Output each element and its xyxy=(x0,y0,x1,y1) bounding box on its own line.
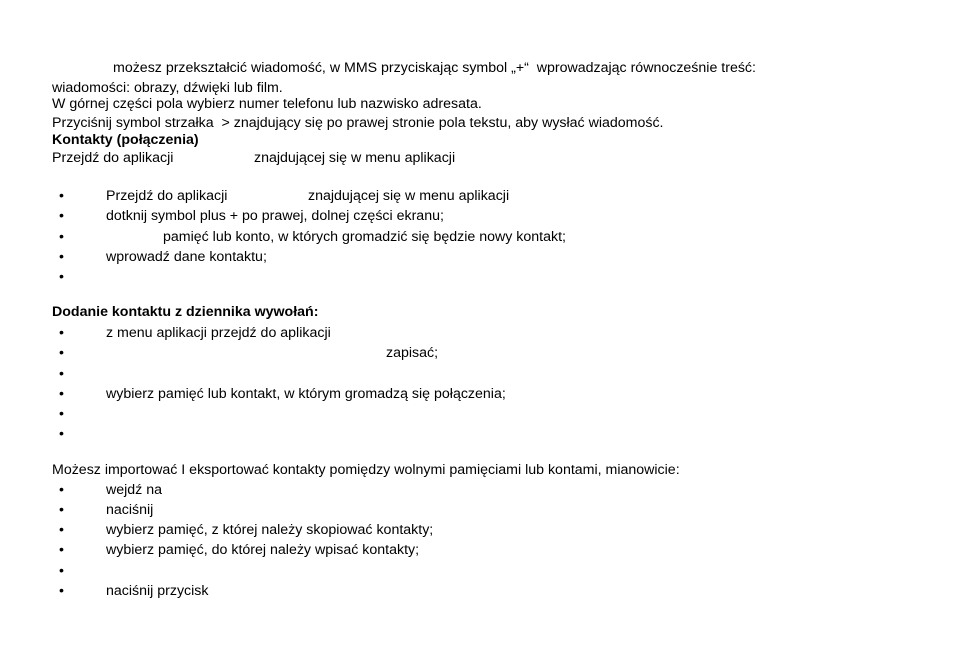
list-bullet: • xyxy=(59,502,64,518)
list-bullet: • xyxy=(59,325,64,341)
list-bullet: • xyxy=(59,366,64,382)
contacts-item-1-menu: znajdującej się w menu aplikacji xyxy=(308,188,510,204)
import-export-item-5: naciśnij przycisk xyxy=(106,583,209,599)
intro-line-3: W górnej części pola wybierz numer telefonu lub nazwisko adresata. xyxy=(52,96,482,112)
import-export-item-3: wybierz pamięć, z której należy skopiować kontakty; xyxy=(106,522,434,538)
import-export-item-4: wybierz pamięć, do której należy wpisać kontakty; xyxy=(106,542,420,558)
list-bullet: • xyxy=(59,542,64,558)
list-bullet: • xyxy=(59,208,64,224)
list-bullet: • xyxy=(59,386,64,402)
list-bullet: • xyxy=(59,269,64,285)
call-log-item-2: zapisać; xyxy=(386,345,439,361)
call-log-heading: Dodanie kontaktu z dziennika wywołań: xyxy=(52,304,319,320)
call-log-item-1: z menu aplikacji przejdź do aplikacji xyxy=(106,325,331,341)
intro-line-1: możesz przekształcić wiadomość, w MMS przyciskając symbol „+“ wprowadzając równocześnie treść: xyxy=(113,60,756,76)
import-export-item-2: naciśnij xyxy=(106,502,154,518)
list-bullet: • xyxy=(59,345,64,361)
list-bullet: • xyxy=(59,563,64,579)
list-bullet: • xyxy=(59,406,64,422)
list-bullet: • xyxy=(59,426,64,442)
contacts-item-4: wprowadź dane kontaktu; xyxy=(106,249,267,265)
contacts-go-to-app-menu: znajdującej się w menu aplikacji xyxy=(254,150,456,166)
intro-line-2: wiadomości: obrazy, dźwięki lub film. xyxy=(52,80,283,96)
call-log-item-3: wybierz pamięć lub kontakt, w którym gromadzą się połączenia; xyxy=(106,386,506,402)
contacts-item-2: dotknij symbol plus + po prawej, dolnej części ekranu; xyxy=(106,208,444,224)
list-bullet: • xyxy=(59,188,64,204)
contacts-heading: Kontakty (połączenia) xyxy=(52,132,199,148)
contacts-item-1: Przejdź do aplikacji xyxy=(106,188,228,204)
intro-line-4: Przyciśnij symbol strzałka > znajdujący się po prawej stronie pola tekstu, aby wysłać wiadomość. xyxy=(52,115,664,131)
list-bullet: • xyxy=(59,229,64,245)
list-bullet: • xyxy=(59,522,64,538)
list-bullet: • xyxy=(59,249,64,265)
import-export-item-1: wejdź na xyxy=(106,482,162,498)
list-bullet: • xyxy=(59,482,64,498)
contacts-item-3: pamięć lub konto, w których gromadzić się będzie nowy kontakt; xyxy=(163,229,566,245)
list-bullet: • xyxy=(59,583,64,599)
import-export-intro: Możesz importować I eksportować kontakty pomiędzy wolnymi pamięciami lub kontami, mianowicie: xyxy=(52,462,680,478)
contacts-go-to-app: Przejdź do aplikacji xyxy=(52,150,174,166)
